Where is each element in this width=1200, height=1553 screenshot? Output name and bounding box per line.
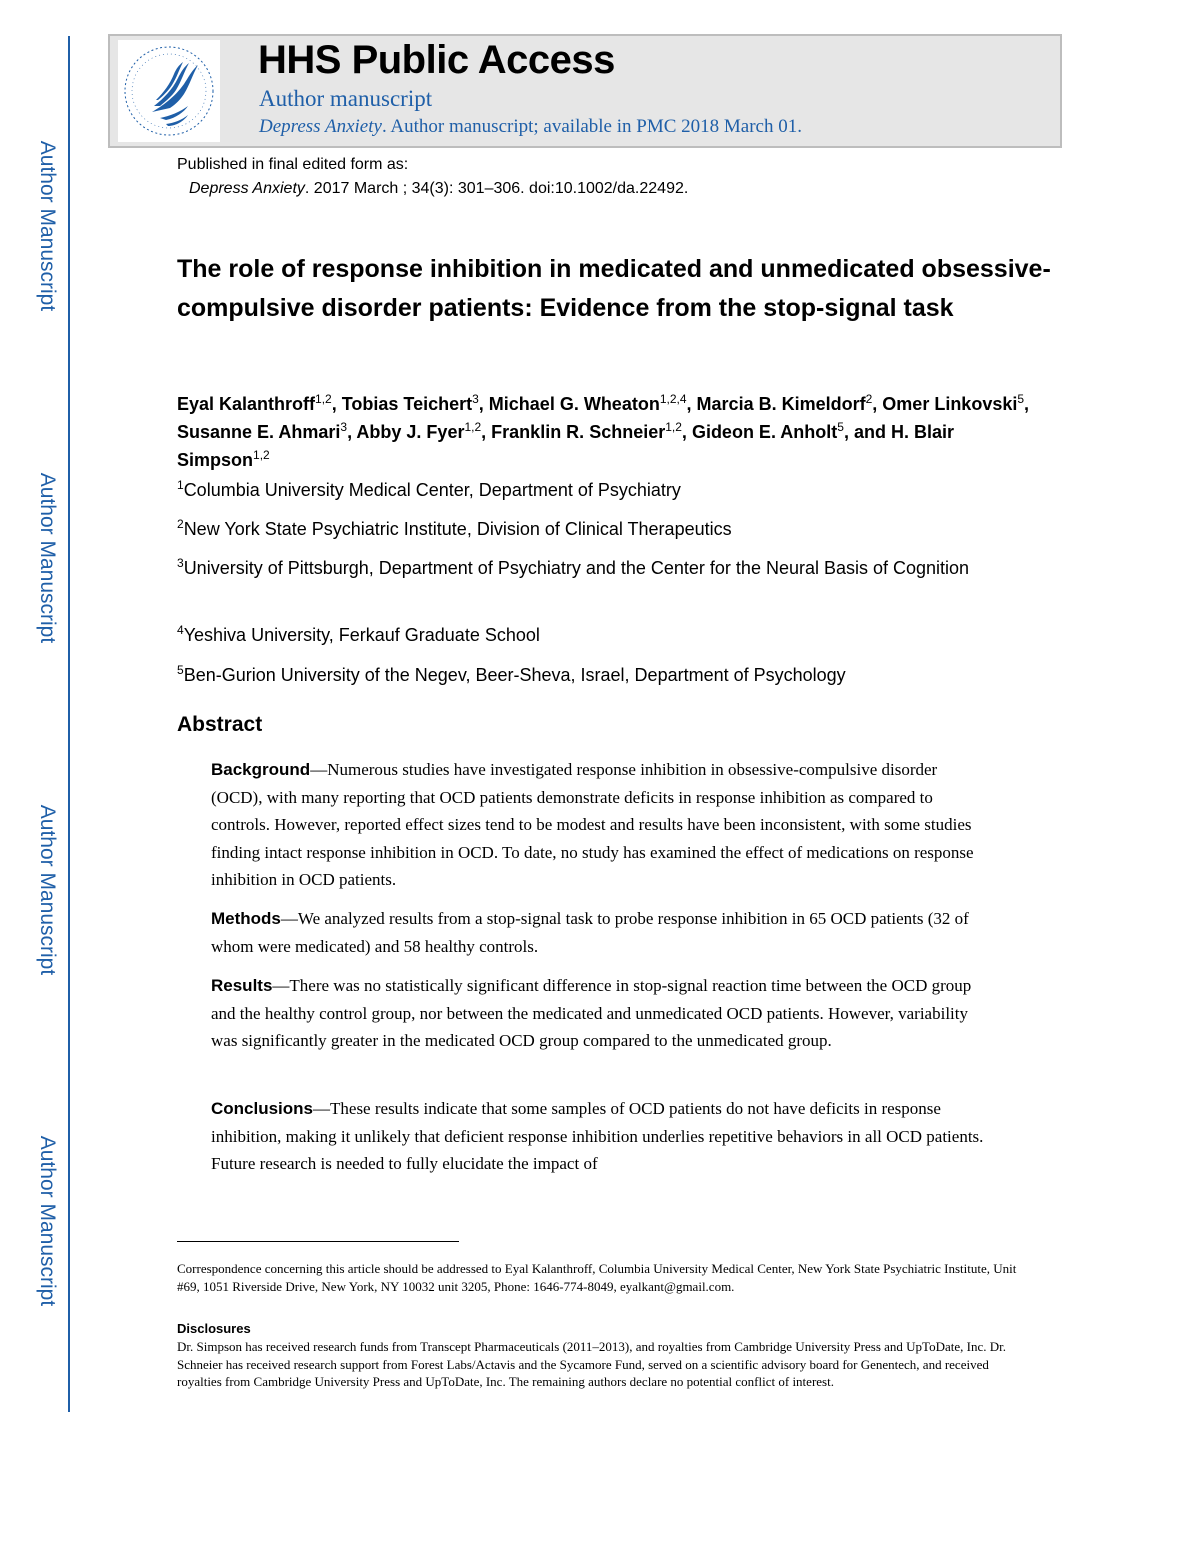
disclosures-text: Dr. Simpson has received research funds from Transcept Pharmaceuticals (2011–2013), and royalties from Cambridge University Press and UpToDate, Inc. Dr. Schneier has received research support from Forest Labs/Actavis and the Sycamore Fund, served on a scientific advisory board for Genentech, and received royalties from Cambridge University Press and UpToDate, Inc. The remaining authors declare no potential conflict of interest. <box>177 1339 1006 1389</box>
disclosures-heading: Disclosures <box>177 1321 251 1336</box>
author-affiliation-marker: 3 <box>340 420 348 434</box>
affiliation: $^5$Ben-Gurion University of the Negev, Beer-Sheva, Israel, Department of Psychology <box>177 663 846 685</box>
author-affiliation-marker: 1,2,4 <box>659 392 687 406</box>
author-affiliation-marker: 1,2 <box>253 448 270 462</box>
affiliation: $^3$University of Pittsburgh, Department of Psychiatry and the Center for the Neural Basis of Cognition <box>177 556 970 578</box>
author-affiliation-marker: 1,2 <box>665 420 682 434</box>
banner-subtitle: Author manuscript <box>259 86 433 111</box>
published-label: Published in final edited form as: <box>177 156 409 173</box>
author-affiliation-marker: 3 <box>472 392 479 406</box>
abstract-heading: Abstract <box>177 713 263 736</box>
author-name: Marcia B. Kimeldorf <box>696 394 866 414</box>
abstract-background: Background—Numerous studies have investigated response inhibition in obsessive-compulsive disorder (OCD), with many reporting that OCD patients demonstrate deficits in response inhibition as compared to controls. However, reported effect sizes tend to be modest and results have been inconsistent, with some studies finding intact response inhibition in OCD. To date, no study has examined the effect of medications on response inhibition in OCD patients. <box>211 760 974 889</box>
banner-availability: Depress Anxiety. Author manuscript; available in PMC 2018 March 01. <box>259 116 802 137</box>
author-name: Gideon E. Anholt <box>691 422 838 442</box>
abstract-methods: Methods—We analyzed results from a stop-signal task to probe response inhibition in 65 OCD patients (32 of whom were medicated) and 58 healthy controls. <box>211 909 969 956</box>
author-name: H. Blair Simpson <box>177 422 954 470</box>
author-affiliation-marker: 5 <box>1017 392 1025 406</box>
author-separator: , <box>872 394 883 414</box>
author-name: Tobias Teichert <box>341 394 473 414</box>
author-name: Eyal Kalanthroff <box>177 394 316 414</box>
affiliation: $^4$Yeshiva University, Ferkauf Graduate School <box>177 623 540 645</box>
article-title: The role of response inhibition in medicated and unmedicated obsessive-compulsive disorder patients: Evidence from the stop-signal task <box>177 255 1051 322</box>
author-separator: , <box>681 422 692 442</box>
author-affiliation-marker: 1,2 <box>464 420 482 434</box>
author-separator: , <box>478 394 489 414</box>
affiliation: $^2$New York State Psychiatric Institute, Division of Clinical Therapeutics <box>177 517 732 539</box>
author-name: Michael G. Wheaton <box>488 394 660 414</box>
author-affiliation-marker: 2 <box>865 392 873 406</box>
author-name: Omer Linkovski <box>882 394 1018 414</box>
author-separator: , <box>331 394 342 414</box>
author-separator: , and <box>843 422 891 442</box>
affiliation: $^1$Columbia University Medical Center, Department of Psychiatry <box>177 478 681 500</box>
author-affiliation-marker: 1,2 <box>315 392 332 406</box>
abstract-conclusions: Conclusions—These results indicate that some samples of OCD patients do not have deficits in response inhibition, making it unlikely that deficient response inhibition underlies repetitive behaviors in all OCD patients. Future research is needed to fully elucidate the impact of <box>211 1099 984 1173</box>
citation: Depress Anxiety. 2017 March ; 34(3): 301–306. doi:10.1002/da.22492. <box>189 180 689 197</box>
abstract-results: Results—There was no statistically significant difference in stop-signal reaction time between the OCD group and the healthy control group, nor between the medicated and unmedicated OCD patients. However, variability was significantly greater in the medicated OCD group compared to the unmedicated group. <box>211 976 972 1050</box>
author-separator: , <box>481 422 492 442</box>
correspondence-note: Correspondence concerning this article should be addressed to Eyal Kalanthroff, Columbia University Medical Center, New York State Psychiatric Institute, Unit #69, 1051 Riverside Drive, New York, NY 10032 unit 3205, Phone: 1646-774-8049, eyalkant@gmail.com. <box>177 1261 1017 1294</box>
author-affiliation-marker: 5 <box>837 420 844 434</box>
author-separator: , <box>347 422 357 442</box>
margin-rule <box>68 36 70 1412</box>
author-name: Abby J. Fyer <box>356 422 465 442</box>
author-list <box>177 390 1037 474</box>
author-name: Franklin R. Schneier <box>491 422 666 442</box>
footnote-rule <box>177 1241 459 1242</box>
author-separator: , <box>686 394 697 414</box>
banner-title: HHS Public Access <box>258 38 615 82</box>
hhs-eagle-logo <box>118 40 220 142</box>
author-separator: , <box>1024 394 1030 414</box>
author-name: Susanne E. Ahmari <box>177 422 341 442</box>
